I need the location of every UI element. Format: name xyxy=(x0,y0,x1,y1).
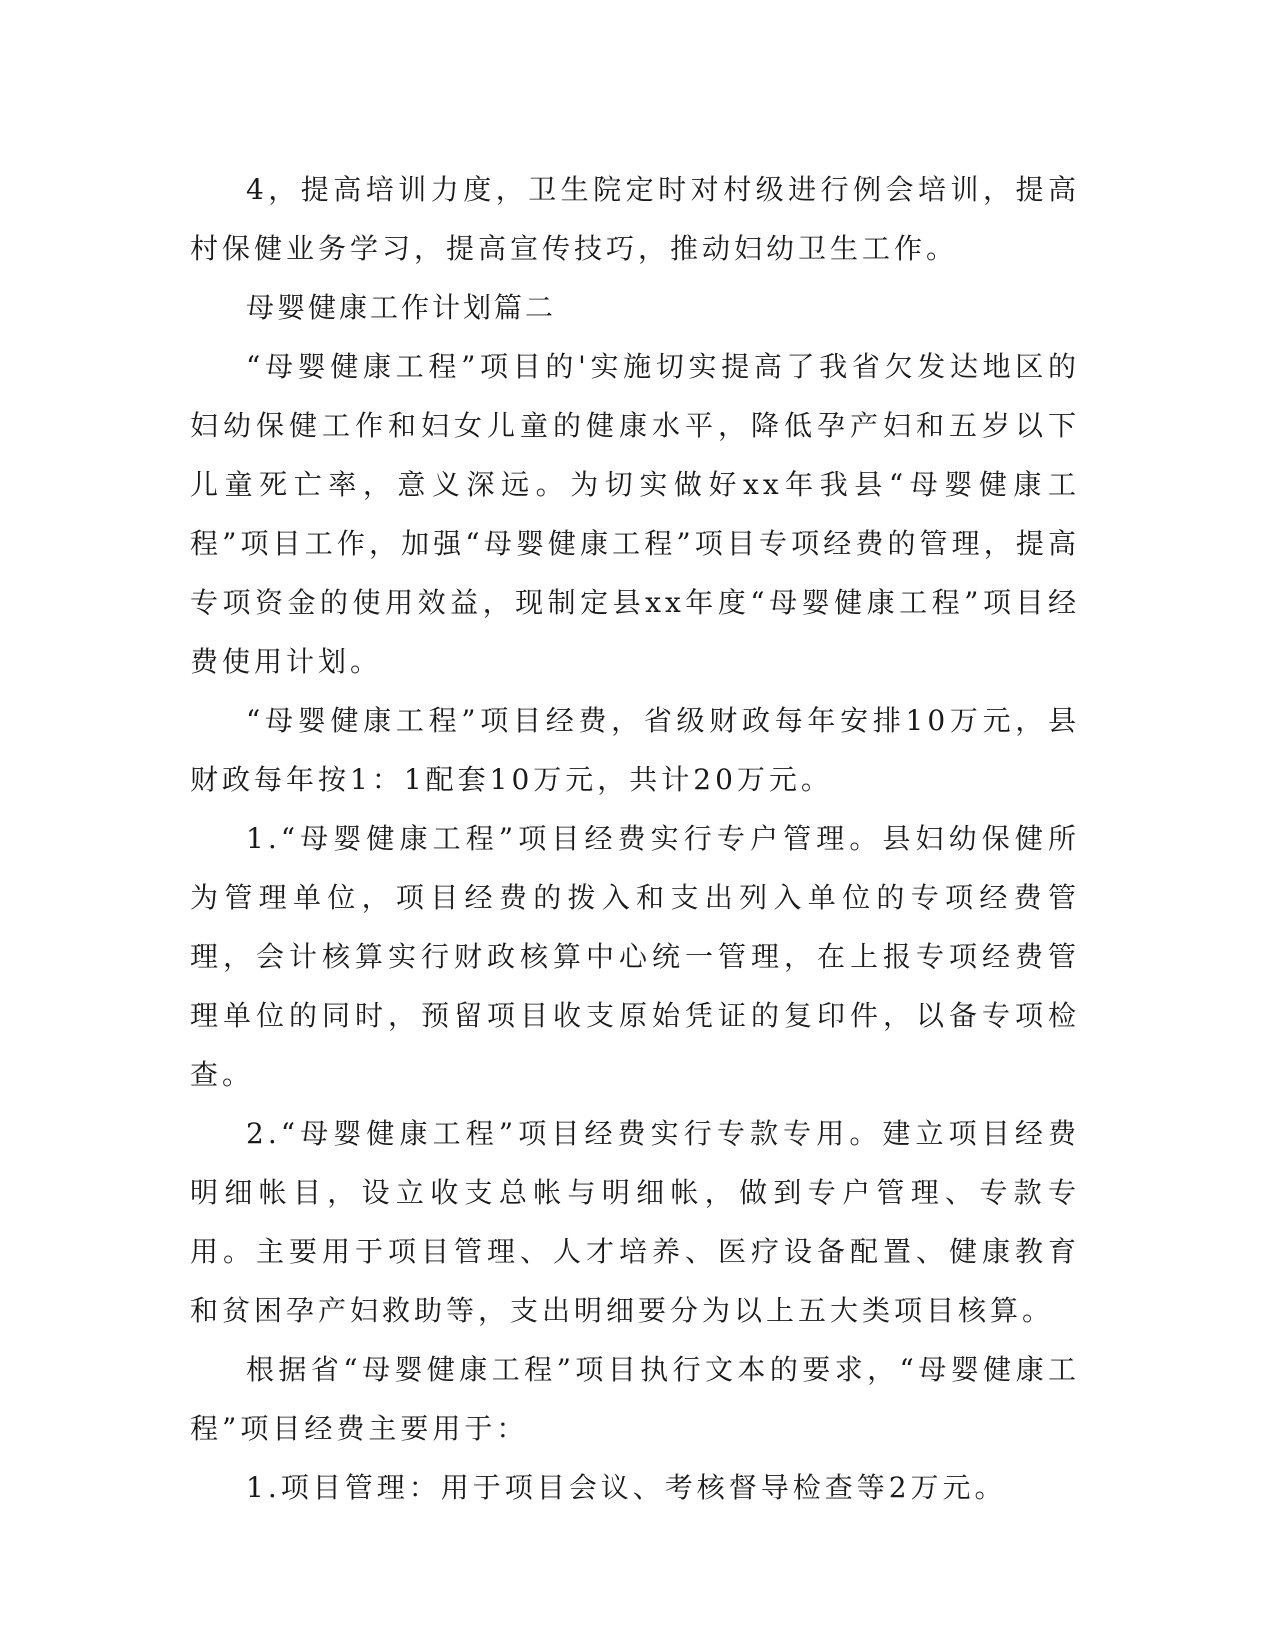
paragraph-project-management: 1.项目管理：用于项目会议、考核督导检查等2万元。 xyxy=(246,1471,1007,1504)
paragraph-fund-usage: 根据省“母婴健康工程”项目执行文本的要求，“母婴健康工程”项目经费主要用于： xyxy=(190,1353,1080,1445)
paragraph-dedicated-funds: 2.“母婴健康工程”项目经费实行专款专用。建立项目经费明细帐目，设立收支总帐与明细帐，做到专户管理、专款专用。主要用于项目管理、人才培养、医疗设备配置、健康教育和贫困孕产妇救助等，支出明细要分为以上五大类项目核算。 xyxy=(190,1117,1080,1327)
document-body xyxy=(190,160,1080,1517)
section-heading: 母婴健康工作计划篇二 xyxy=(246,291,557,324)
paragraph-funding: “母婴健康工程”项目经费，省级财政每年安排10万元，县财政每年按1：1配套10万元，共计20万元。 xyxy=(190,704,1080,796)
paragraph-training: 4，提高培训力度，卫生院定时对村级进行例会培训，提高村保健业务学习，提高宣传技巧，推动妇幼卫生工作。 xyxy=(190,173,1080,265)
paragraph-project-intro: “母婴健康工程”项目的'实施切实提高了我省欠发达地区的妇幼保健工作和妇女儿童的健康水平，降低孕产妇和五岁以下儿童死亡率，意义深远。为切实做好xx年我县“母婴健康工程”项目工作，加强“母婴健康工程”项目专项经费的管理，提高专项资金的使用效益，现制定县xx年度“母婴健康工程”项目经费使用计划。 xyxy=(190,350,1080,678)
paragraph-account-management: 1.“母婴健康工程”项目经费实行专户管理。县妇幼保健所为管理单位，项目经费的拨入和支出列入单位的专项经费管理，会计核算实行财政核算中心统一管理，在上报专项经费管理单位的同时，预留项目收支原始凭证的复印件，以备专项检查。 xyxy=(190,822,1080,1091)
